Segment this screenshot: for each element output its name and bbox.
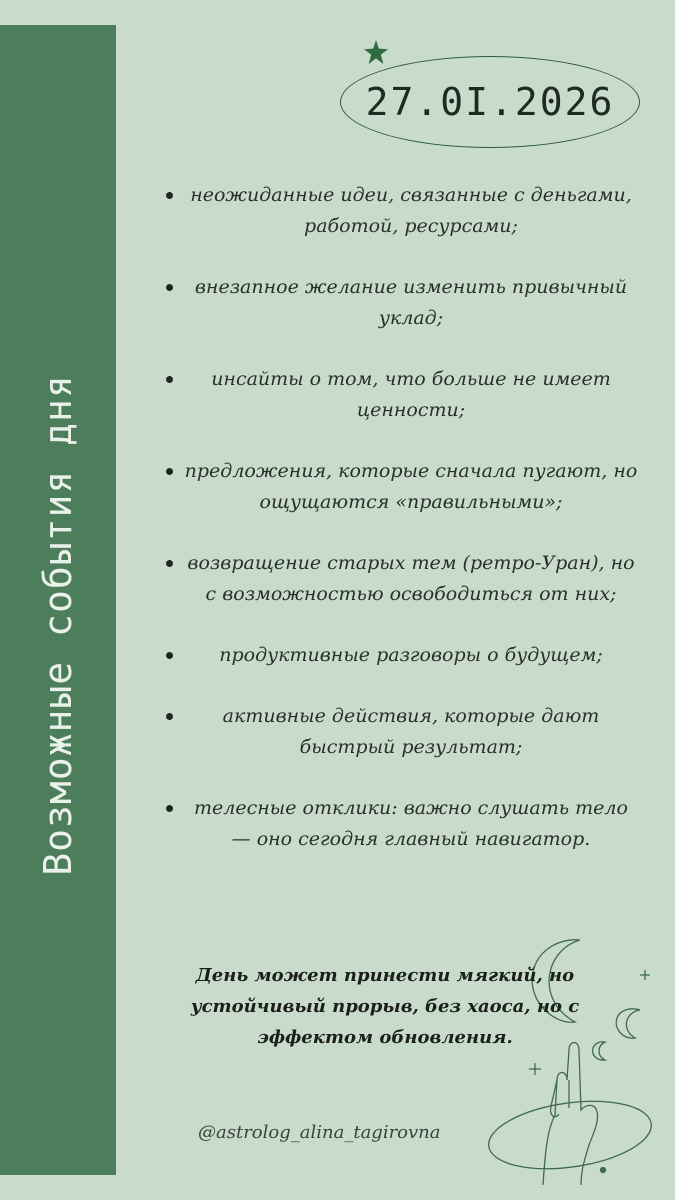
date-badge bbox=[336, 40, 656, 152]
crescent-moon-icon bbox=[593, 1042, 605, 1060]
event-text: продуктивные разговоры о будущем; bbox=[219, 644, 603, 666]
star-icon bbox=[364, 40, 388, 64]
side-title: Возможные события дня bbox=[36, 374, 80, 876]
list-item bbox=[160, 180, 640, 242]
list-item bbox=[160, 701, 640, 763]
list-item bbox=[160, 364, 640, 426]
author-handle[interactable]: @astrolog_alina_tagirovna bbox=[198, 1122, 441, 1143]
list-item bbox=[160, 548, 640, 610]
list-item bbox=[160, 640, 640, 671]
event-text: активные действия, которые дают быстрый результат; bbox=[222, 705, 600, 758]
event-text: предложения, которые сначала пугают, но ощущаются «правильными»; bbox=[184, 460, 638, 513]
event-text: инсайты о том, что больше не имеет ценности; bbox=[211, 368, 611, 421]
events-list bbox=[160, 180, 640, 885]
crescent-moon-icon bbox=[616, 1009, 640, 1038]
event-text: внезапное желание изменить привычный уклад; bbox=[194, 276, 628, 329]
list-item bbox=[160, 272, 640, 334]
event-text: телесные отклики: важно слушать тело — оно сегодня главный навигатор. bbox=[194, 797, 628, 850]
date-text: 27.0I.2026 bbox=[365, 80, 615, 124]
list-item bbox=[160, 456, 640, 518]
summary-text: День может принести мягкий, но устойчивый прорыв, без хаоса, но с эффектом обновления. bbox=[190, 965, 580, 1048]
side-panel bbox=[0, 25, 116, 1175]
event-text: возвращение старых тем (ретро-Уран), но с возможностью освободиться от них; bbox=[187, 552, 635, 605]
event-text: неожиданные идеи, связанные с деньгами, работой, ресурсами; bbox=[190, 184, 632, 237]
list-item bbox=[160, 793, 640, 855]
